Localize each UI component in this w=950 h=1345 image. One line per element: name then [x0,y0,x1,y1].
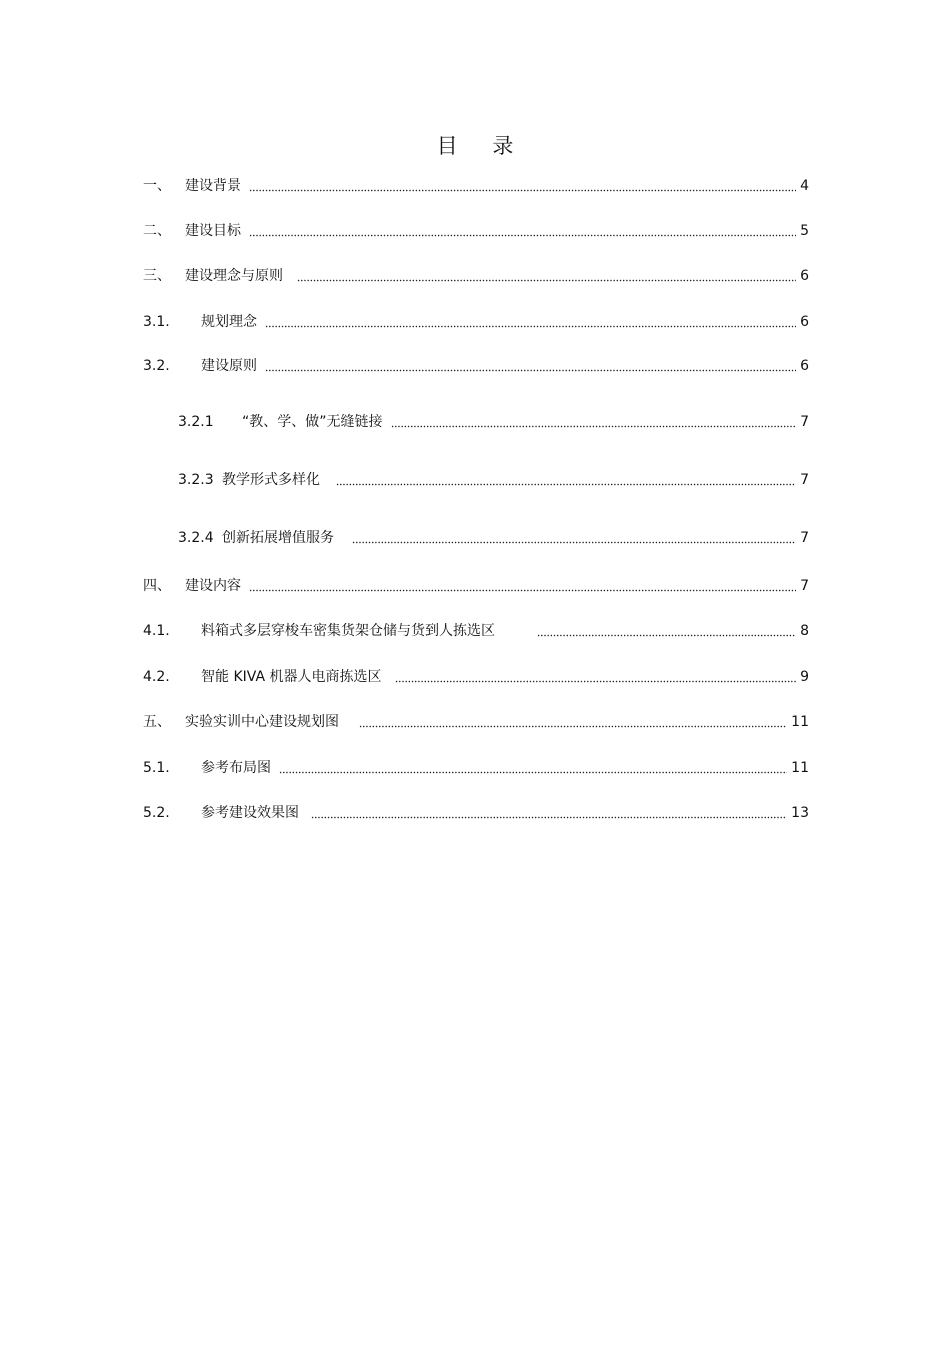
toc-number: 二、 [143,223,171,239]
toc-page-number: 13 [791,805,809,821]
toc-number: 3.2.4 [178,530,214,546]
toc-text: 建设原则 [201,358,257,374]
toc-entry-5-2[interactable] [143,800,809,822]
toc-leader-dots [359,714,787,728]
toc-number: 4.2. [143,669,170,685]
toc-leader-dots [537,623,796,637]
toc-entry-2[interactable] [143,218,809,240]
toc-text: 规划理念 [201,314,257,330]
toc-leader-dots [297,268,796,282]
toc-entry-3-2-4[interactable] [178,525,809,547]
toc-number: 5.2. [143,805,170,821]
toc-text: 实验实训中心建设规划图 [185,714,339,730]
toc-page-number: 7 [800,414,809,430]
toc-entry-5-1[interactable] [143,755,809,777]
toc-title: 目 录 [436,134,528,158]
toc-number: 5.1. [143,760,170,776]
toc-number: 3.1. [143,314,170,330]
toc-entry-1[interactable] [143,173,809,195]
toc-leader-dots [336,472,796,486]
toc-text: 参考布局图 [201,760,271,776]
toc-leader-dots [249,223,796,237]
toc-page-number: 6 [800,358,809,374]
toc-number: 3.2.3 [178,472,214,488]
toc-leader-dots [265,358,796,372]
toc-text: 料箱式多层穿梭车密集货架仓储与货到人拣选区 [201,623,495,639]
toc-entry-3[interactable] [143,263,809,285]
toc-text: 建设背景 [185,178,241,194]
toc-page-number: 9 [800,669,809,685]
toc-entry-4-2[interactable] [143,664,809,686]
toc-leader-dots [391,414,797,428]
toc-page-number: 11 [791,760,809,776]
toc-text: 参考建设效果图 [201,805,299,821]
toc-text: “教、学、做”无缝链接 [242,414,383,430]
toc-page-number: 5 [800,223,809,239]
toc-number: 4.1. [143,623,170,639]
toc-leader-dots [249,578,796,592]
toc-page-number: 11 [791,714,809,730]
toc-text: 建设目标 [185,223,241,239]
toc-leader-dots [352,530,796,544]
toc-number: 3.2.1 [178,414,214,430]
toc-number: 3.2. [143,358,170,374]
toc-number: 四、 [143,578,171,594]
toc-text: 创新拓展增值服务 [222,530,334,546]
toc-page-number: 6 [800,314,809,330]
toc-page-number: 8 [800,623,809,639]
toc-entry-3-1[interactable] [143,309,809,331]
toc-page-number: 4 [800,178,809,194]
toc-page-number: 6 [800,268,809,284]
toc-entry-3-2[interactable] [143,353,809,375]
toc-number: 三、 [143,268,171,284]
toc-page-number: 7 [800,530,809,546]
toc-text: 教学形式多样化 [222,472,320,488]
toc-page-number: 7 [800,472,809,488]
toc-entry-3-2-1[interactable] [178,409,809,431]
toc-text: 建设理念与原则 [185,268,283,284]
toc-number: 五、 [143,714,171,730]
toc-leader-dots [249,178,796,192]
toc-leader-dots [311,805,787,819]
toc-entry-5[interactable] [143,709,809,731]
toc-leader-dots [265,314,796,328]
toc-page-number: 7 [800,578,809,594]
toc-leader-dots [395,669,796,683]
toc-entry-4-1[interactable] [143,618,809,640]
toc-text: 建设内容 [185,578,241,594]
toc-number: 一、 [143,178,171,194]
toc-text: 智能 KIVA 机器人电商拣选区 [201,669,382,685]
toc-leader-dots [279,760,787,774]
toc-entry-3-2-3[interactable] [178,467,809,489]
toc-entry-4[interactable] [143,573,809,595]
